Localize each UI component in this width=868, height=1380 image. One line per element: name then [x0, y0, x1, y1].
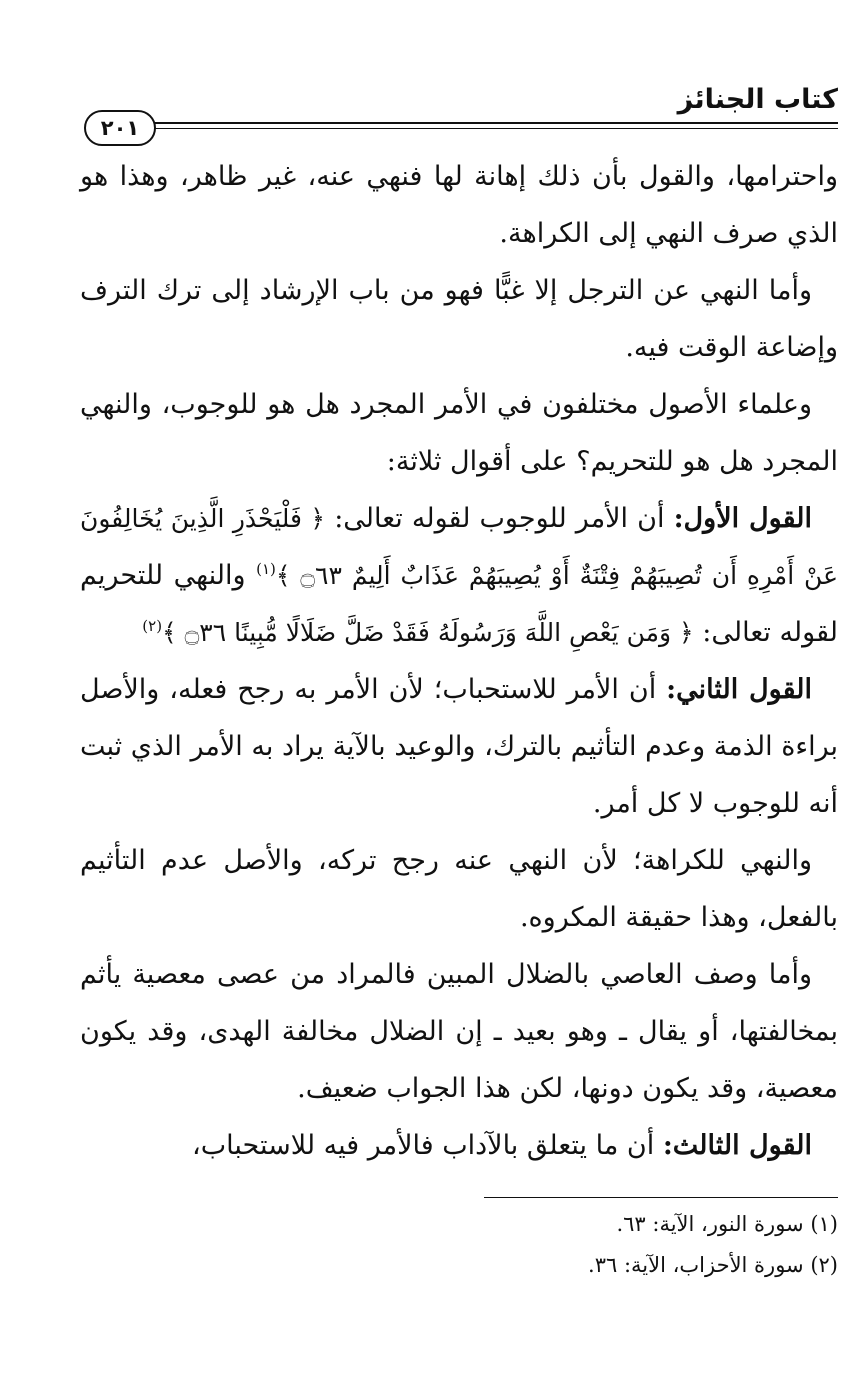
- footnote-separator: [484, 1197, 838, 1198]
- main-text: [80, 148, 838, 1174]
- opinion-label: القول الأول:: [673, 503, 812, 534]
- opinion-label: القول الثاني:: [666, 674, 812, 705]
- opinion-text: أن الأمر للاستحباب؛ لأن الأمر به رجح فعله، والأصل براءة الذمة وعدم التأثيم بالترك، والوعيد بالآية يراد به الأمر الذي ثبت أنه للوجوب لا كل أمر.: [80, 674, 838, 819]
- footnote: (١) سورة النور، الآية: ٦٣.: [616, 1212, 838, 1236]
- paragraph: والنهي للكراهة؛ لأن النهي عنه رجح تركه، والأصل عدم التأثيم بالفعل، وهذا حقيقة المكروه.: [80, 845, 838, 933]
- second-opinion: [80, 661, 838, 832]
- quran-verse: ﴿ وَمَن يَعْصِ اللَّهَ وَرَسُولَهُ فَقَدْ ضَلَّ ضَلَالًا مُّبِينًا ۝٣٦ ﴾: [162, 618, 694, 647]
- paragraph: واحترامها، والقول بأن ذلك إهانة لها فنهي عنه، غير ظاهر، وهذا هو الذي صرف النهي إلى الكراهة.: [80, 161, 838, 249]
- header-rule: [140, 122, 838, 124]
- footnote-ref: (١): [256, 560, 276, 578]
- paragraph: وعلماء الأصول مختلفون في الأمر المجرد هل هو للوجوب، والنهي المجرد هل هو للتحريم؟ على أقوال ثلاثة:: [80, 389, 838, 477]
- paragraph: وأما النهي عن الترجل إلا غبًّا فهو من باب الإرشاد إلى ترك الترف وإضاعة الوقت فيه.: [80, 275, 838, 363]
- quran-verse: ﴿ فَلْيَحْذَرِ الَّذِينَ يُخَالِفُونَ عَنْ أَمْرِهِ أَن تُصِيبَهُمْ فِتْنَةٌ أَوْ يُصِيبَهُمْ عَذَابٌ أَلِيمٌ ۝٦٣ ﴾: [80, 504, 838, 590]
- opinion-label: القول الثالث:: [662, 1130, 812, 1161]
- third-opinion: [80, 1117, 838, 1174]
- header-rule-thin: [140, 128, 838, 129]
- running-header-title: كتاب الجنائز: [677, 84, 838, 115]
- paragraph: وأما وصف العاصي بالضلال المبين فالمراد من عصى معصية يأثم بمخالفتها، أو يقال ـ وهو بعيد ـ إن الضلال مخالفة الهدى، وقد يكون معصية، وقد يكون دونها، لكن هذا الجواب ضعيف.: [80, 959, 838, 1104]
- opinion-text: والنهي للتحريم لقوله تعالى:: [80, 560, 838, 648]
- footnote: (٢) سورة الأحزاب، الآية: ٣٦.: [588, 1253, 838, 1277]
- footnote-ref: (٢): [142, 617, 163, 635]
- page-number: ٢٠١: [84, 110, 156, 146]
- opinion-text: أن ما يتعلق بالآداب فالأمر فيه للاستحباب،: [192, 1130, 655, 1161]
- first-opinion: [80, 490, 838, 661]
- opinion-text: أن الأمر للوجوب لقوله تعالى:: [334, 503, 665, 534]
